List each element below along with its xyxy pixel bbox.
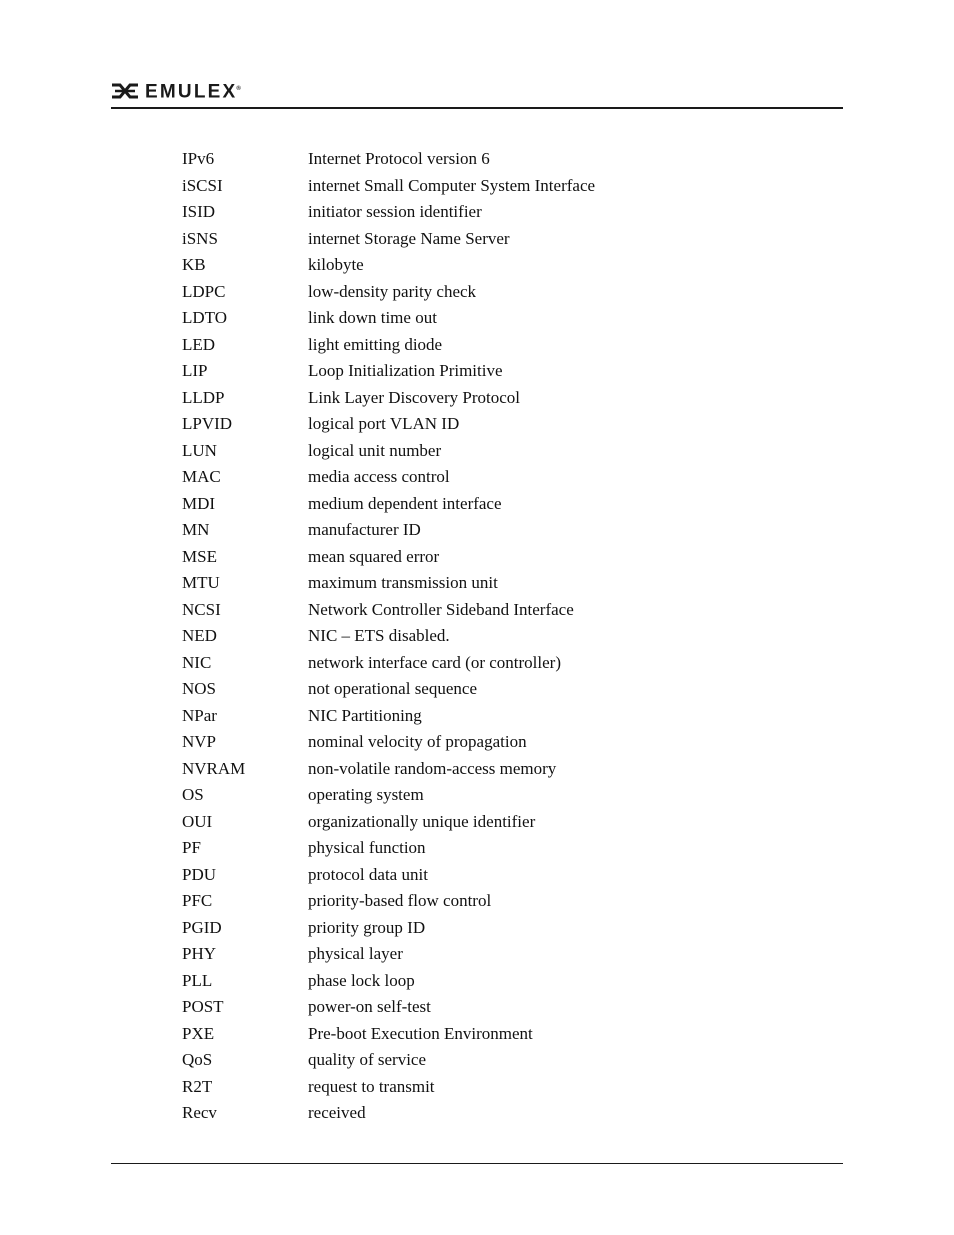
- glossary-term: PF: [182, 838, 201, 857]
- glossary-term: PGID: [182, 917, 222, 937]
- glossary-definition: internet Storage Name Server: [308, 228, 510, 248]
- glossary-definition: manufacturer ID: [308, 520, 421, 539]
- glossary-row: [182, 252, 822, 279]
- glossary-term: NCSI: [182, 599, 221, 619]
- glossary-row: [182, 1047, 822, 1074]
- emulex-logo: [111, 81, 241, 101]
- glossary-term: MDI: [182, 493, 216, 513]
- glossary-definition: not operational sequence: [308, 679, 477, 698]
- glossary-definition: low-density parity check: [308, 281, 477, 301]
- glossary-definition: Network Controller Sideband Interface: [308, 599, 574, 619]
- glossary-term: LED: [182, 334, 216, 354]
- glossary-term: PXE: [182, 1023, 215, 1043]
- glossary-row: [182, 358, 822, 385]
- emulex-mark-icon: [111, 83, 139, 99]
- glossary-row: [182, 464, 822, 491]
- glossary-row: [182, 385, 822, 412]
- glossary-term: MAC: [182, 467, 221, 486]
- glossary-row: [182, 332, 822, 359]
- header-rule: [111, 107, 843, 109]
- page-header: [111, 78, 843, 109]
- glossary-term: LDPC: [182, 281, 226, 301]
- glossary-row: [182, 570, 822, 597]
- glossary-definition: light emitting diode: [308, 334, 443, 354]
- glossary-row: [182, 491, 822, 518]
- glossary-definition: Pre-boot Execution Environment: [308, 1023, 533, 1043]
- glossary-term: NIC: [182, 652, 212, 672]
- glossary-definition: Link Layer Discovery Protocol: [308, 387, 520, 407]
- glossary-row: [182, 756, 822, 783]
- glossary-definition: physical layer: [308, 944, 403, 963]
- glossary-term: IPv6: [182, 149, 215, 168]
- logo-wordmark: EMULEX®: [145, 81, 241, 103]
- glossary-row: [182, 941, 822, 968]
- glossary-definition: logical port VLAN ID: [308, 414, 460, 433]
- glossary-row: [182, 968, 822, 995]
- glossary-definition: kilobyte: [308, 255, 364, 274]
- glossary-term: QoS: [182, 1050, 213, 1069]
- glossary-term: LIP: [182, 361, 208, 380]
- glossary-term: NPar: [182, 705, 217, 725]
- glossary-row: [182, 809, 822, 836]
- logo-trademark: ®: [236, 86, 241, 93]
- glossary-definition: nominal velocity of propagation: [308, 732, 527, 751]
- glossary-row: [182, 438, 822, 465]
- glossary-term: PHY: [182, 944, 217, 963]
- footer-rule: [111, 1163, 843, 1164]
- glossary-row: [182, 1021, 822, 1048]
- glossary-definition: media access control: [308, 467, 450, 486]
- glossary-definition: NIC – ETS disabled.: [308, 626, 450, 645]
- glossary-row: [182, 411, 822, 438]
- glossary-definition: phase lock loop: [308, 970, 415, 990]
- glossary-term: LUN: [182, 440, 217, 460]
- glossary-row: [182, 623, 822, 650]
- glossary-row: [182, 915, 822, 942]
- glossary-row: [182, 544, 822, 571]
- glossary-row: [182, 676, 822, 703]
- glossary-row: [182, 146, 822, 173]
- glossary-definition: physical function: [308, 838, 426, 857]
- glossary-row: [182, 862, 822, 889]
- glossary-term: LLDP: [182, 387, 225, 407]
- glossary-row: [182, 994, 822, 1021]
- glossary-definition: mean squared error: [308, 546, 440, 566]
- glossary-term: NVRAM: [182, 758, 246, 778]
- glossary-term: PDU: [182, 864, 217, 884]
- glossary-row: [182, 703, 822, 730]
- glossary-row: [182, 729, 822, 756]
- glossary-term: NED: [182, 626, 217, 645]
- glossary-term: iSCSI: [182, 175, 223, 195]
- glossary-row: [182, 782, 822, 809]
- glossary-term: ISID: [182, 202, 216, 221]
- glossary-term: OUI: [182, 811, 213, 831]
- glossary-definition: priority-based flow control: [308, 891, 492, 910]
- glossary-row: [182, 650, 822, 677]
- glossary-definition: link down time out: [308, 308, 437, 327]
- glossary-row: [182, 835, 822, 862]
- glossary-term: KB: [182, 255, 206, 274]
- glossary-definition: request to transmit: [308, 1076, 435, 1096]
- glossary-definition: Internet Protocol version 6: [308, 149, 490, 168]
- glossary-row: [182, 1074, 822, 1101]
- glossary-term: NOS: [182, 679, 217, 698]
- glossary-term: MN: [182, 520, 210, 539]
- glossary-definition: received: [308, 1103, 366, 1122]
- glossary-definition: maximum transmission unit: [308, 573, 498, 592]
- glossary-definition: Loop Initialization Primitive: [308, 361, 503, 380]
- glossary-definition: NIC Partitioning: [308, 705, 422, 725]
- glossary-term: PLL: [182, 970, 213, 990]
- glossary-term: LPVID: [182, 414, 233, 433]
- glossary-term: iSNS: [182, 228, 218, 248]
- glossary-row: [182, 226, 822, 253]
- glossary-definition: quality of service: [308, 1050, 427, 1069]
- glossary-definition: protocol data unit: [308, 864, 428, 884]
- glossary-definition: initiator session identifier: [308, 202, 482, 221]
- glossary-term: NVP: [182, 732, 217, 751]
- glossary-term: POST: [182, 997, 224, 1016]
- glossary-definition: medium dependent interface: [308, 493, 502, 513]
- glossary-row: [182, 199, 822, 226]
- glossary-definition: organizationally unique identifier: [308, 811, 536, 831]
- glossary-definition: internet Small Computer System Interface: [308, 175, 596, 195]
- glossary-definition: network interface card (or controller): [308, 652, 561, 672]
- glossary-term: OS: [182, 785, 204, 804]
- glossary-term: Recv: [182, 1103, 217, 1122]
- glossary-row: [182, 888, 822, 915]
- glossary-row: [182, 597, 822, 624]
- glossary-term: MTU: [182, 573, 220, 592]
- glossary-row: [182, 305, 822, 332]
- glossary-definition: non-volatile random-access memory: [308, 758, 557, 778]
- glossary-definition: power-on self-test: [308, 997, 431, 1016]
- glossary-row: [182, 173, 822, 200]
- glossary-row: [182, 279, 822, 306]
- glossary-term: PFC: [182, 891, 213, 910]
- glossary-term: R2T: [182, 1076, 213, 1096]
- glossary-term: MSE: [182, 546, 217, 566]
- glossary-list: [182, 146, 822, 1127]
- glossary-term: LDTO: [182, 308, 228, 327]
- glossary-definition: logical unit number: [308, 440, 442, 460]
- glossary-row: [182, 1100, 822, 1127]
- glossary-definition: priority group ID: [308, 917, 426, 937]
- glossary-definition: operating system: [308, 785, 424, 804]
- glossary-row: [182, 517, 822, 544]
